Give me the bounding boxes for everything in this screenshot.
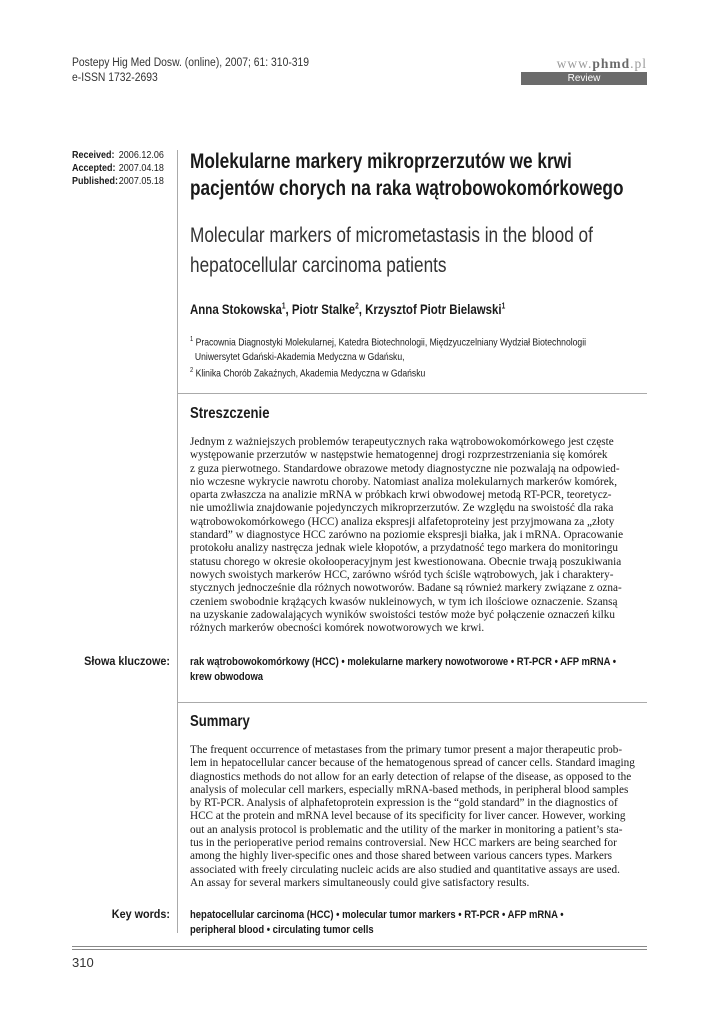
date-accepted: Accepted: 2007.04.18 (72, 163, 164, 174)
margin-divider (177, 150, 178, 933)
affiliation: $^1$ Pracownia Diagnostyki Molekularnej, Katedra Biotechnologii, Międzyuczelniany Wydział Biotechnologii (190, 336, 587, 349)
author-list: Anna Stokowska$^1$, Piotr Stalke$^2$, Krzysztof Piotr Bielawski$^1$ (190, 301, 506, 317)
issn: e-ISSN 1732-2693 (72, 72, 158, 84)
affiliations (190, 333, 586, 380)
author-name: Krzysztof Piotr Bielawski (365, 301, 502, 317)
date-received: Received: 2006.12.06 (72, 150, 164, 161)
abstract-heading-en: Summary (190, 713, 250, 730)
keywords-en: hepatocellular carcinoma (HCC) • molecular tumor markers • RT-PCR • AFP mRNA • peripheral blood • circulating tumor cells (190, 909, 564, 936)
abstract-body-en: The frequent occurrence of metastases from the primary tumor present a major therapeutic prob- lem in hepatocellular cancer because of the hematogenous spread of cancer cells. Standard imaging diagnostics methods do not allow for an early detection of relapse of the disease, as opposed to the analysis of molecular cell markers, especially mRNA-based methods, in peripheral blood samples by RT-PCR. Analysis of alphafetoprotein expression is the “gold standard” in the diagnostics of HCC at the protein and mRNA level because of its specificity for liver cancer. However, working out an analysis protocol is problematic and the utility of the marker in monitoring a patient’s sta- tus in the perioperative period remains controversial. New HCC markers are being searched for among the highly liver-specific ones and those shared between various cancers types. Markers associated with freely circulating nucleic acids are also studied and quantitative assays are used. An assay for several markers simultaneously could give satisfactory results. (190, 744, 635, 889)
title-polish: Molekularne markery mikroprzerzutów we krwi pacjentów chorych na raka wątrobowokomórkowego (190, 150, 624, 200)
keywords-label-en: Key words: (111, 907, 170, 921)
keywords-label-pl: Słowa kluczowe: (84, 654, 170, 668)
section-rule (177, 393, 647, 394)
title-english: Molecular markers of micrometastasis in the blood of hepatocellular carcinoma patients (190, 224, 593, 277)
article-dates (72, 149, 164, 188)
page-number: 310 (72, 955, 94, 970)
author-name: Piotr Stalke (291, 301, 356, 317)
date-published: Published:2007.05.18 (72, 176, 164, 187)
footer-rule (72, 946, 647, 947)
abstract-heading-pl: Streszczenie (190, 405, 270, 422)
keywords-pl: rak wątrobowokomórkowy (HCC) • molekularne markery nowotworowe • RT-PCR • AFP mRNA • krew obwodowa (190, 656, 617, 683)
journal-website[interactable]: www.phmd.pl (556, 56, 647, 71)
article-type-badge: Review (521, 72, 647, 85)
abstract-body-pl: Jednym z ważniejszych problemów terapeutycznych raka wątrobowokomórkowego jest częste występowanie przerzutów w następstwie hematogennej drogi rozprzestrzeniania się komórek z guza pierwotnego. Standardowe obrazowe metody diagnostyczne nie pozwalają na odpowied- nio wczesne wykrycie nawrotu choroby. Natomiast analiza molekularnych markerów komórek, oparta zwłaszcza na analizie mRNA w próbkach krwi obwodowej metodą RT-PCR, teoretycz- nie umożliwia znajdowanie pojedynczych mikroprzerzutów. Ze względu na swoistość dla raka wątrobowokomórkowego (HCC) analiza ekspresji alfafetoproteiny jest przyjmowana za „złoty standard” w diagnostyce HCC zarówno na poziomie ekspresji białka, jak i mRNA. Opracowanie protokołu analizy nastręcza jednak wiele kłopotów, a przydatność tego markera do monitoringu statusu chorego w okresie okołooperacyjnym jest kwestionowana. Obecnie trwają poszukiwania nowych swoistych markerów HCC, zarówno wśród tych ściśle wątrobowych, jak i charaktery- stycznych jednocześnie dla różnych nowotworów. Badane są również markery związane z ozna- czeniem swobodnie krążących kwasów nukleinowych, w tym ich ilościowe oznaczenie. Szansą na uzyskanie zadowalających wyników swoistości testów może być połączenie oznaczeń kilku różnych markerów obecności komórek nowotworowych we krwi. (190, 436, 624, 635)
section-rule (177, 702, 647, 703)
affiliation: $^2$ Klinika Chorób Zakaźnych, Akademia Medyczna w Gdańsku (190, 366, 426, 379)
journal-citation: Postepy Hig Med Dosw. (online), 2007; 61: 310-319 (72, 57, 310, 69)
affiliation: Uniwersytet Gdański-Akademia Medyczna w Gdańsku, (194, 350, 405, 363)
author-name: Anna Stokowska (190, 301, 282, 317)
footer-rule (72, 949, 647, 950)
